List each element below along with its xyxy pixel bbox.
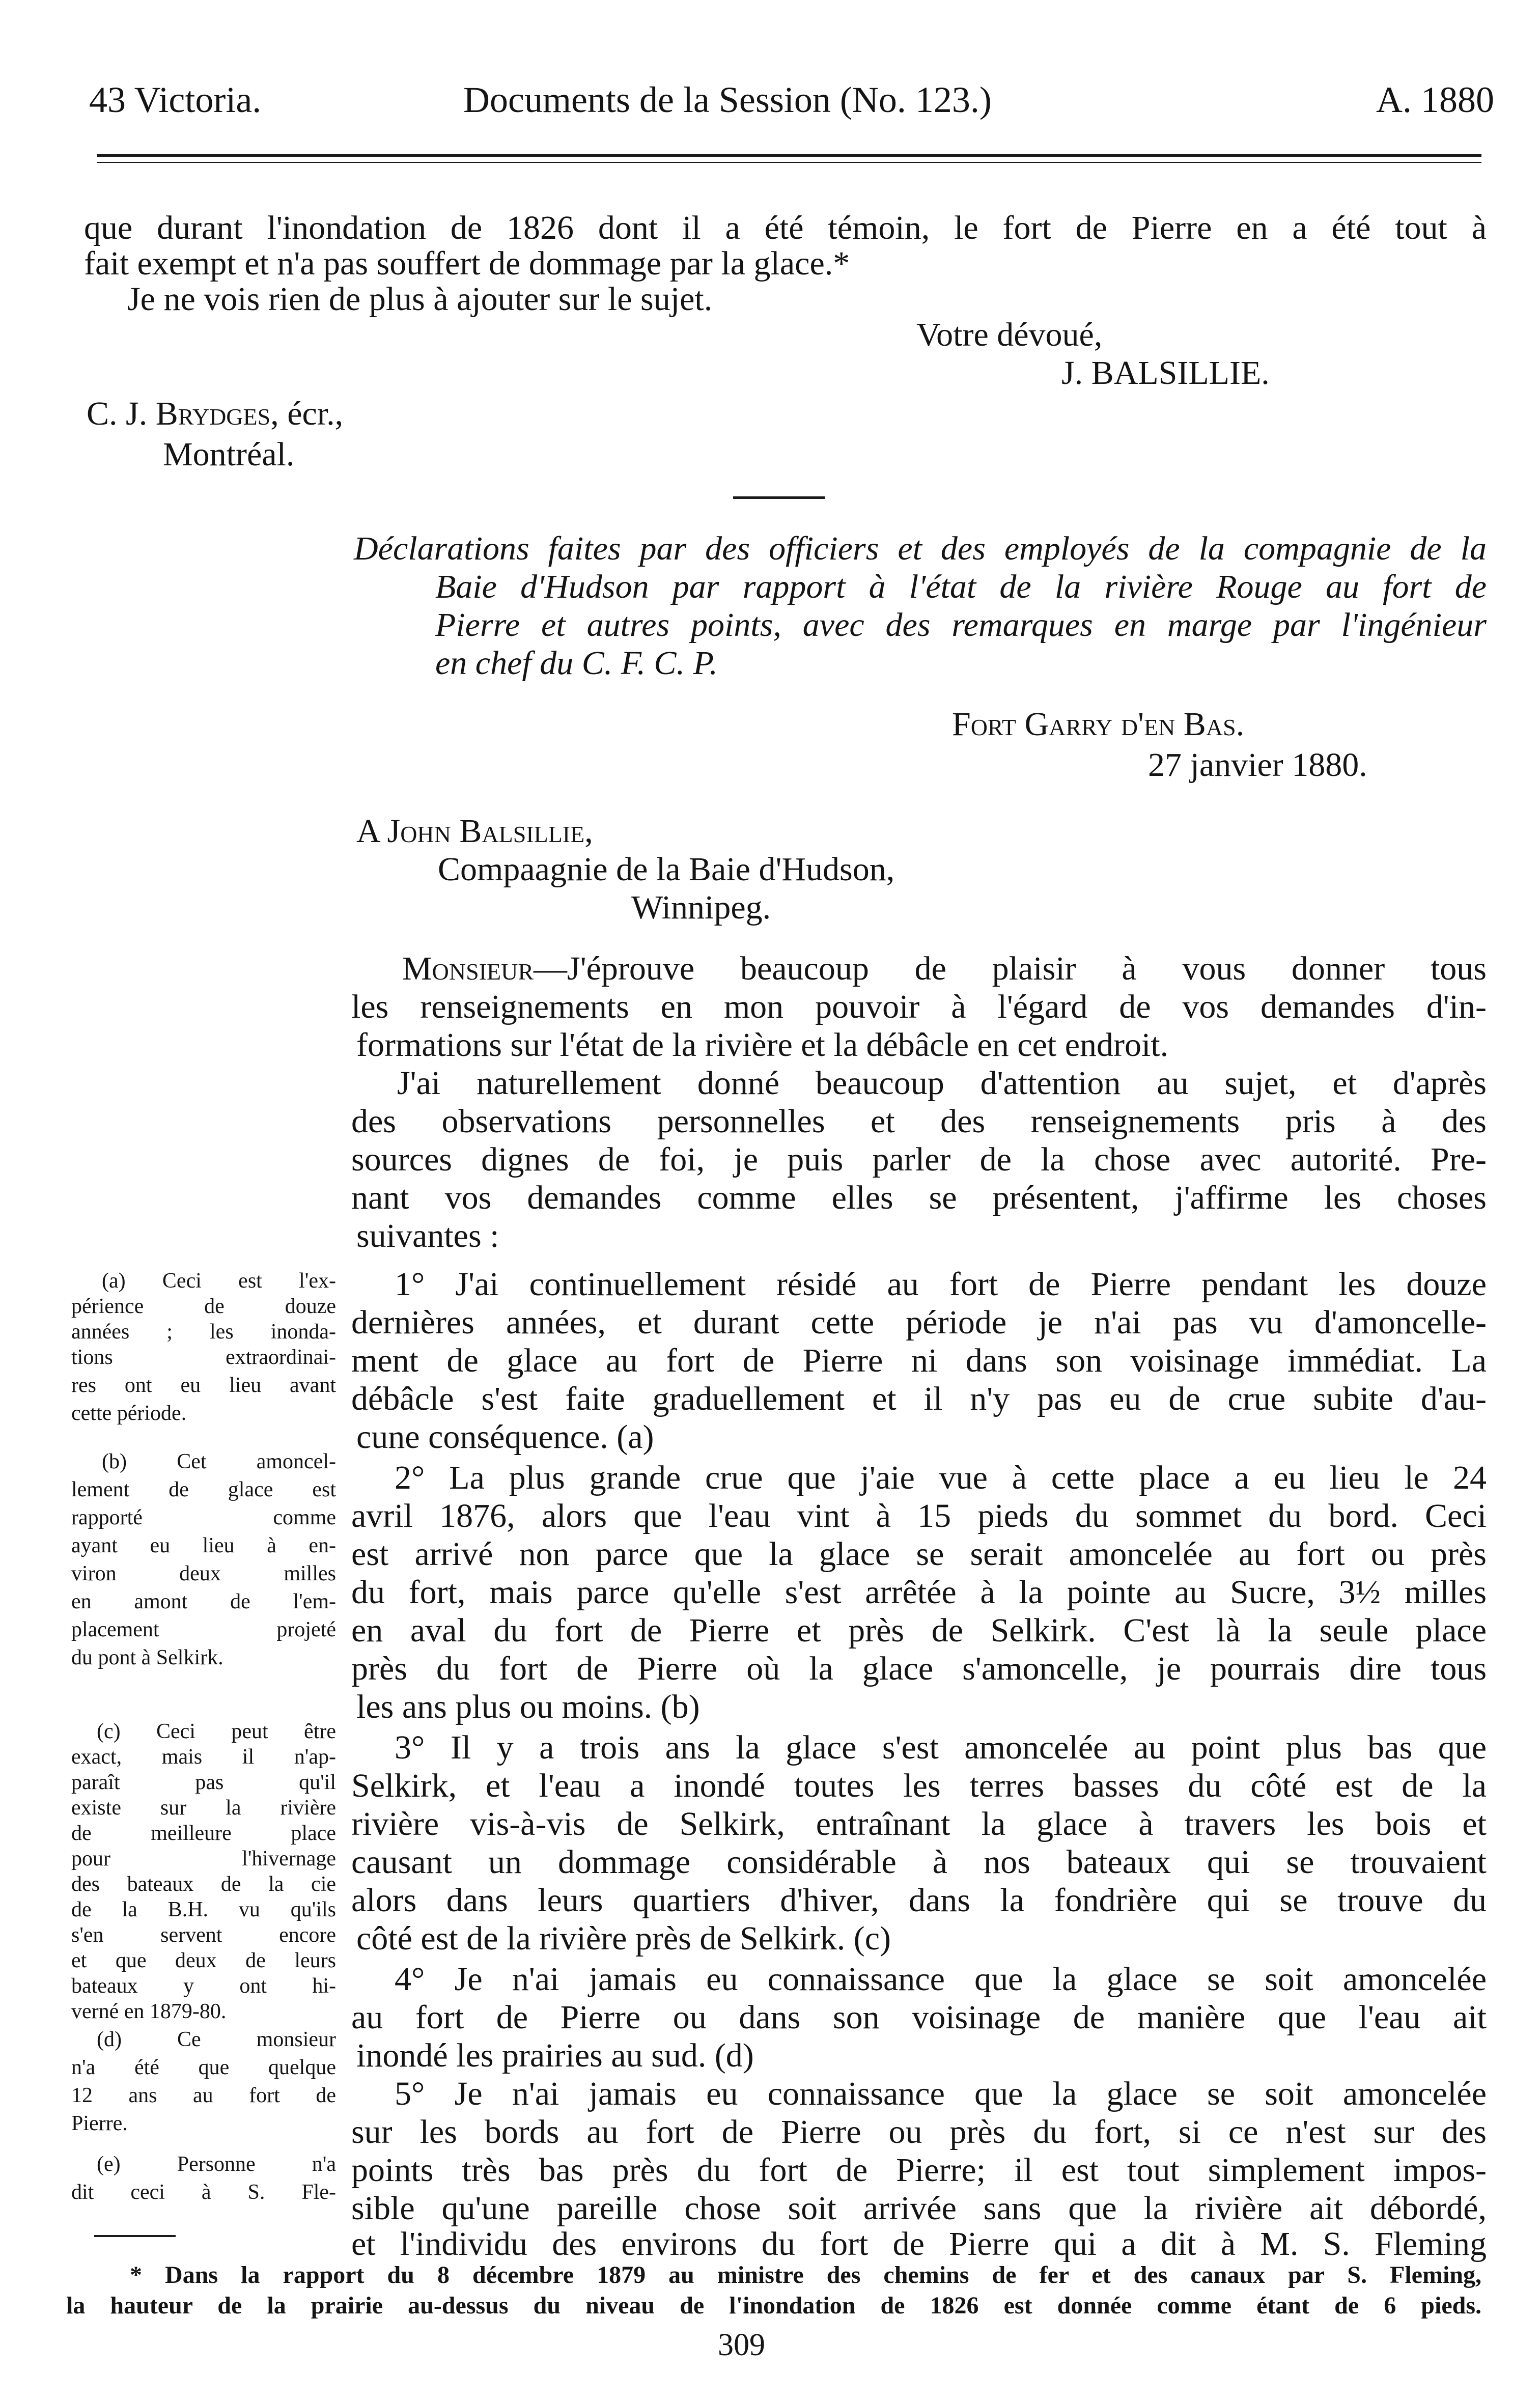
- salutation: Monsieur: [402, 950, 534, 987]
- letter2-place: Fort Garry d'en Bas.: [952, 706, 1245, 743]
- margin-note-c-8: de la B.H. vu qu'ils: [71, 1898, 336, 1921]
- margin-note-a-1: (a) Ceci est l'ex-: [102, 1269, 336, 1293]
- margin-note-c-11: bateaux y ont hi-: [71, 1974, 336, 1998]
- margin-note-d-1: (d) Ce monsieur: [97, 2028, 336, 2051]
- declarations-title-line-4: en chef du C. F. C. P.: [435, 645, 718, 682]
- letter2-body-line-8: suivantes :: [356, 1217, 499, 1254]
- item-4-line-1: 4° Je n'ai jamais eu connaissance que la glace se soit amoncelée: [395, 1961, 1487, 1998]
- item-1-line-2: dernières années, et durant cette période je n'ai pas vu d'amoncelle-: [351, 1304, 1487, 1341]
- margin-note-b-4: ayant eu lieu à en-: [71, 1534, 336, 1557]
- margin-note-c-7: des bateaux de la cie: [71, 1873, 336, 1896]
- item-5-line-5: et l'individu des environs du fort de Pierre qui a dit à M. S. Fleming: [351, 2225, 1487, 2263]
- margin-note-c-10: et que deux de leurs: [71, 1949, 336, 1972]
- item-1-line-4: débâcle s'est faite graduellement et il n'y pas eu de crue subite d'au-: [351, 1380, 1487, 1417]
- margin-note-a-4: tions extraordinai-: [71, 1346, 336, 1369]
- margin-note-b-2: lement de glace est: [71, 1478, 336, 1501]
- declarations-title-line-1: Déclarations faites par des officiers et des employés de la compagnie de la: [354, 530, 1487, 567]
- section-divider: [733, 496, 825, 499]
- letter2-recipient: A John Balsillie,: [356, 813, 593, 850]
- item-2-line-5: en aval du fort de Pierre et près de Selkirk. C'est là la seule place: [351, 1612, 1487, 1649]
- addressee-title: , écr.,: [270, 395, 344, 432]
- declarations-title-line-3: Pierre et autres points, avec des remarques en marge par l'ingénieur: [435, 606, 1487, 644]
- item-2-line-4: du fort, mais parce qu'elle s'est arrêtée à la pointe au Sucre, 3½ milles: [351, 1574, 1487, 1611]
- footnote-rule: [94, 2235, 176, 2237]
- item-1-line-5: cune conséquence. (a): [356, 1418, 654, 1456]
- addressee-name: C. J. Brydges: [87, 395, 271, 432]
- letter2-date: 27 janvier 1880.: [1148, 746, 1367, 784]
- item-3-line-1: 3° Il y a trois ans la glace s'est amoncelée au point plus bas que: [395, 1729, 1487, 1766]
- letter1-closing: Votre dévoué,: [916, 316, 1103, 353]
- letter2-recipient-city: Winnipeg.: [631, 889, 771, 926]
- item-5-line-2: sur les bords au fort de Pierre ou près du fort, si ce n'est sur des: [351, 2113, 1487, 2150]
- item-3-line-5: alors dans leurs quartiers d'hiver, dans la fondrière qui se trouve du: [351, 1882, 1487, 1919]
- margin-note-a-5: res ont eu lieu avant: [71, 1374, 336, 1397]
- margin-note-c-12: verné en 1879-80.: [71, 2000, 227, 2023]
- footnote-line-2: la hauteur de la prairie au-dessus du niveau de l'inondation de 1826 est donnée comme étant de 6 pieds.: [66, 2292, 1481, 2319]
- footnote-line-1: * Dans la rapport du 8 décembre 1879 au ministre des chemins de fer et des canaux par S. Fleming,: [130, 2261, 1481, 2288]
- letter2-body-line-1-text: —J'éprouve beaucoup de plaisir à vous donner tous: [534, 950, 1487, 987]
- running-head-year: A. 1880: [1376, 79, 1494, 120]
- margin-note-b-7: placement projeté: [71, 1618, 336, 1641]
- item-1-line-1: 1° J'ai continuellement résidé au fort de Pierre pendant les douze: [395, 1266, 1487, 1303]
- letter1-signature: J. BALSILLIE.: [1061, 354, 1270, 392]
- letter1-line-2: fait exempt et n'a pas souffert de dommage par la glace.*: [84, 245, 850, 282]
- declarations-title-line-2: Baie d'Hudson par rapport à l'état de la rivière Rouge au fort de: [435, 568, 1487, 605]
- letter2-body-line-5: des observations personnelles et des renseignements pris à des: [351, 1103, 1487, 1140]
- item-2-line-1: 2° La plus grande crue que j'aie vue à cette place a eu lieu le 24: [395, 1459, 1487, 1496]
- letter2-body-line-2: les renseignements en mon pouvoir à l'égard de vos demandes d'in-: [351, 988, 1487, 1025]
- item-2-line-2: avril 1876, alors que l'eau vint à 15 pieds du sommet du bord. Ceci: [351, 1497, 1487, 1534]
- item-4-line-2: au fort de Pierre ou dans son voisinage de manière que l'eau ait: [351, 1999, 1487, 2036]
- header-rule-thick: [97, 154, 1481, 157]
- item-5-line-1: 5° Je n'ai jamais eu connaissance que la glace se soit amoncelée: [395, 2075, 1487, 2112]
- margin-note-c-2: exact, mais il n'ap-: [71, 1745, 336, 1769]
- letter1-addressee-city: Montréal.: [163, 436, 295, 473]
- item-3-line-3: rivière vis-à-vis de Selkirk, entraînant la glace à travers les bois et: [351, 1805, 1487, 1842]
- letter2-body-line-6: sources dignes de foi, je puis parler de la chose avec autorité. Pre-: [351, 1141, 1487, 1178]
- margin-note-a-6: cette période.: [71, 1402, 187, 1425]
- letter1-line-1: que durant l'inondation de 1826 dont il a été témoin, le fort de Pierre en a été tout à: [84, 209, 1487, 246]
- margin-note-c-4: existe sur la rivière: [71, 1796, 336, 1820]
- margin-note-d-3: 12 ans au fort de: [71, 2084, 336, 2107]
- item-4-line-3: inondé les prairies au sud. (d): [356, 2037, 754, 2074]
- margin-note-e-1: (e) Personne n'a: [97, 2153, 336, 2176]
- margin-note-a-2: périence de douze: [71, 1295, 336, 1318]
- margin-note-c-6: pour l'hivernage: [71, 1847, 336, 1870]
- page-number: 309: [718, 2328, 765, 2362]
- item-2-line-3: est arrivé non parce que la glace se serait amoncelée au fort ou près: [351, 1535, 1487, 1573]
- letter1-line-3: Je ne vois rien de plus à ajouter sur le sujet.: [127, 281, 713, 318]
- margin-note-b-3: rapporté comme: [71, 1506, 336, 1529]
- margin-note-d-4: Pierre.: [71, 2112, 128, 2135]
- margin-note-c-5: de meilleure place: [71, 1822, 336, 1845]
- margin-note-b-5: viron deux milles: [71, 1562, 336, 1585]
- letter2-body-line-4: J'ai naturellement donné beaucoup d'attention au sujet, et d'après: [397, 1065, 1487, 1102]
- item-5-line-3: points très bas près du fort de Pierre; il est tout simplement impos-: [351, 2152, 1487, 2189]
- margin-note-a-3: années ; les inonda-: [71, 1320, 336, 1344]
- letter2-body-line-7: nant vos demandes comme elles se présentent, j'affirme les choses: [351, 1179, 1487, 1216]
- letter2-body-line-1: [402, 952, 1487, 986]
- item-2-line-7: les ans plus ou moins. (b): [356, 1688, 700, 1725]
- item-2-line-6: près du fort de Pierre où la glace s'amoncelle, je pourrais dire tous: [351, 1650, 1487, 1687]
- running-head-title: Documents de la Session (No. 123.): [463, 79, 992, 120]
- letter1-addressee: [87, 397, 343, 431]
- margin-note-c-1: (c) Ceci peut être: [97, 1720, 336, 1743]
- running-head-volume: 43 Victoria.: [89, 79, 262, 120]
- header-rule-thin: [97, 162, 1481, 163]
- margin-note-d-2: n'a été que quelque: [71, 2056, 336, 2079]
- margin-note-b-1: (b) Cet amoncel-: [102, 1450, 336, 1473]
- item-3-line-2: Selkirk, et l'eau a inondé toutes les terres basses du côté est de la: [351, 1767, 1487, 1804]
- margin-note-e-2: dit ceci à S. Fle-: [71, 2181, 336, 2204]
- item-5-line-4: sible qu'une pareille chose soit arrivée sans que la rivière ait débordé,: [351, 2190, 1487, 2227]
- item-3-line-4: causant un dommage considérable à nos bateaux qui se trouvaient: [351, 1844, 1487, 1881]
- item-3-line-6: côté est de la rivière près de Selkirk. (c): [356, 1920, 891, 1957]
- margin-note-b-6: en amont de l'em-: [71, 1590, 336, 1613]
- letter2-body-line-3: formations sur l'état de la rivière et la débâcle en cet endroit.: [356, 1026, 1169, 1064]
- margin-note-c-9: s'en servent encore: [71, 1923, 336, 1947]
- margin-note-c-3: paraît pas qu'il: [71, 1771, 336, 1794]
- margin-note-b-8: du pont à Selkirk.: [71, 1646, 223, 1669]
- item-1-line-3: ment de glace au fort de Pierre ni dans son voisinage immédiat. La: [351, 1342, 1487, 1379]
- letter2-recipient-company: Compaagnie de la Baie d'Hudson,: [438, 851, 895, 888]
